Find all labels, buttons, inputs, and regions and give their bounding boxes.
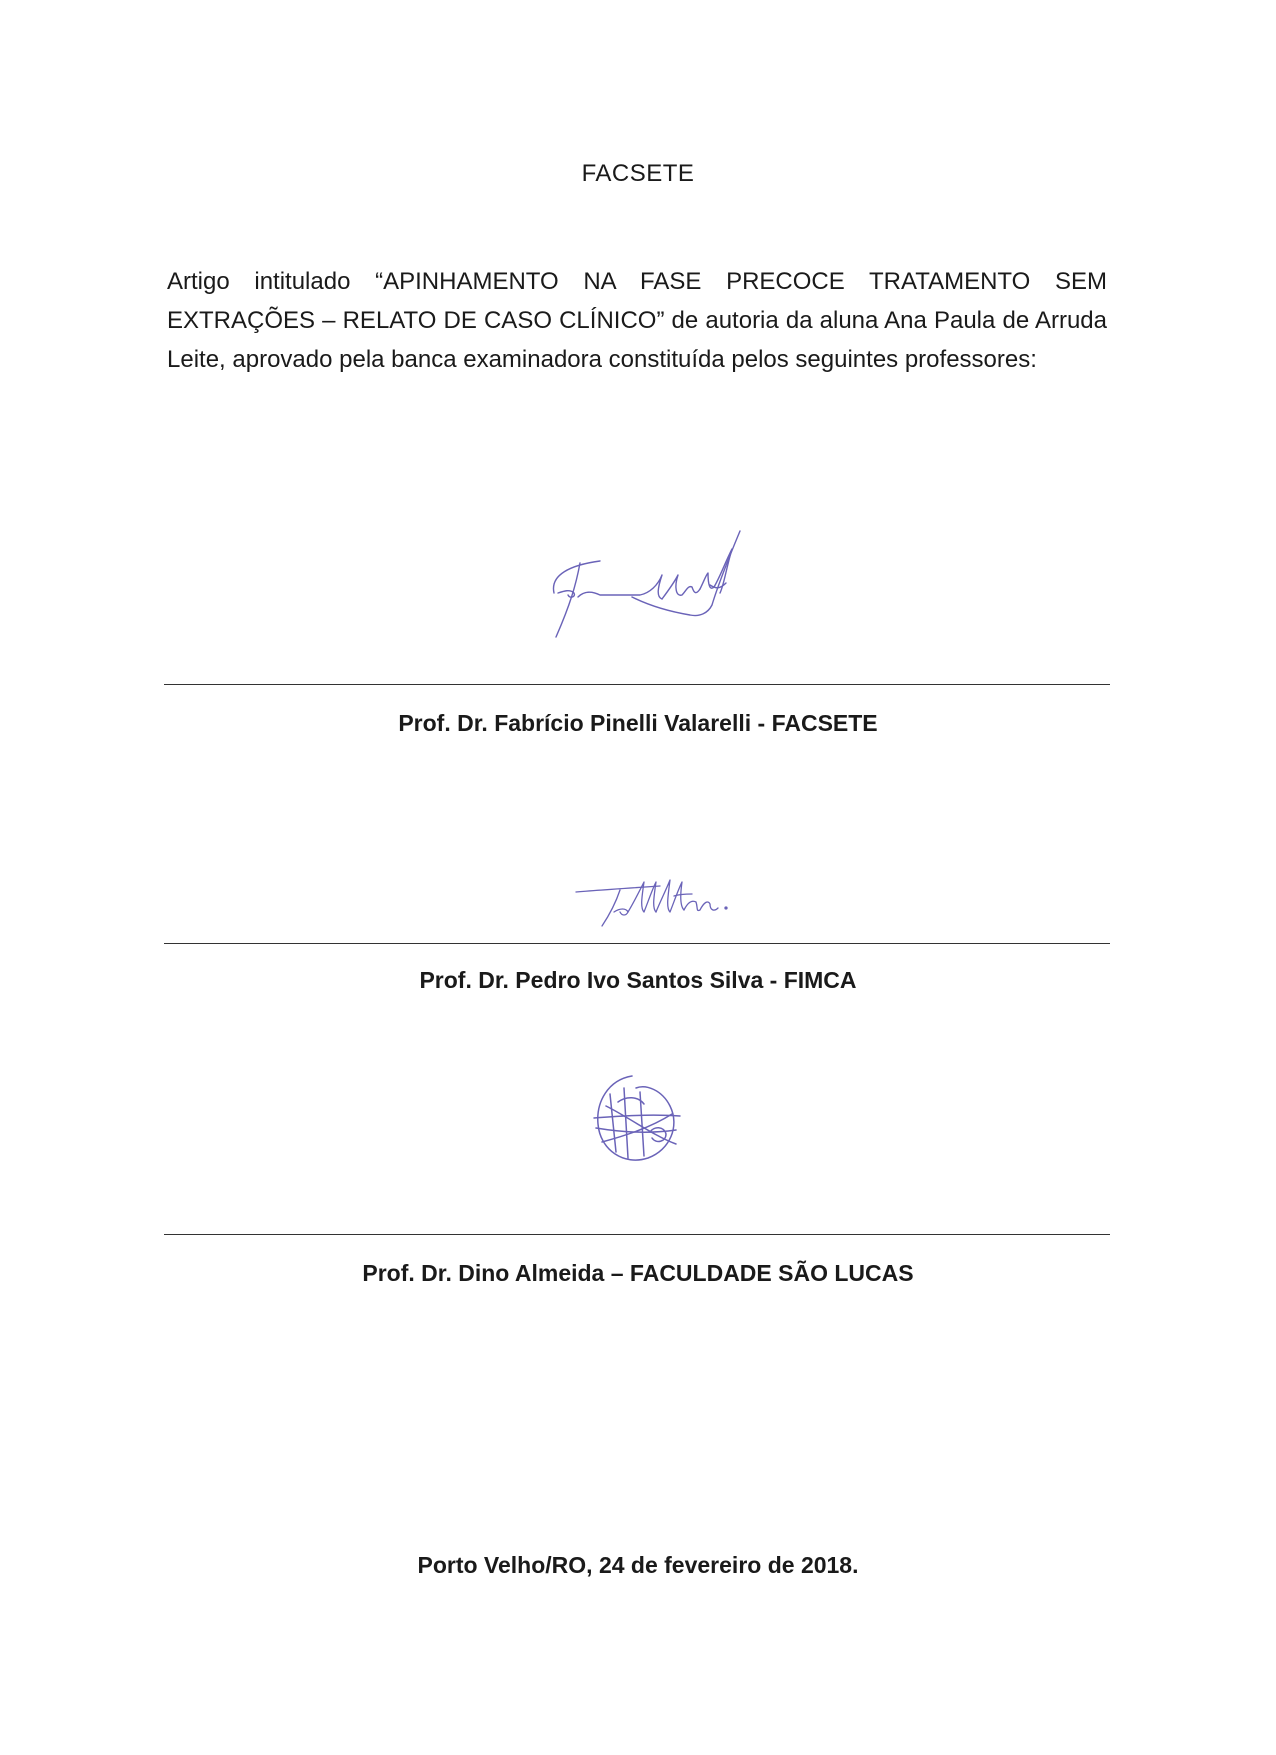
signature-2 (570, 872, 760, 932)
examiner-name-3: Prof. Dr. Dino Almeida – FACULDADE SÃO LUCAS (362, 1260, 914, 1286)
signature-line-3 (164, 1234, 1110, 1235)
place-and-date: Porto Velho/RO, 24 de fevereiro de 2018. (417, 1552, 859, 1578)
examiner-name-1: Prof. Dr. Fabrício Pinelli Valarelli - FACSETE (398, 710, 878, 736)
examiner-name-2: Prof. Dr. Pedro Ivo Santos Silva - FIMCA (419, 967, 857, 993)
signature-3 (580, 1072, 690, 1172)
approval-statement: Artigo intitulado “APINHAMENTO NA FASE PRECOCE TRATAMENTO SEM EXTRAÇÕES – RELATO DE CASO CLÍNICO” de autoria da aluna Ana Paula de Arruda Leite, aprovado pela banca examinadora constituída pelos seguintes professores: (167, 268, 1107, 373)
signature-line-1 (164, 684, 1110, 685)
signature-line-2 (164, 943, 1110, 944)
signature-1 (540, 525, 760, 640)
institution-title: FACSETE (581, 160, 695, 187)
